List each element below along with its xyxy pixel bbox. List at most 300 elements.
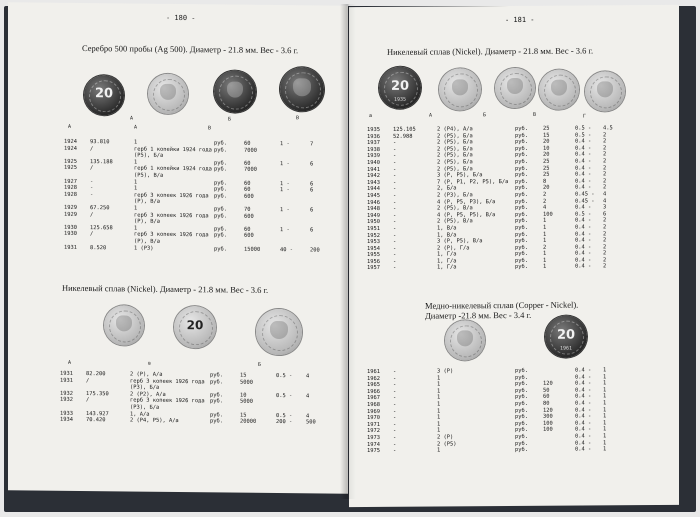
cell-y: 1938 — [367, 146, 380, 153]
cell-cat: руб. — [515, 394, 528, 401]
cell-var: (P5), В/а — [134, 172, 164, 179]
cell-p1: 1 — [543, 264, 547, 271]
cell-mint: / — [90, 211, 94, 218]
cell-var: 1 — [437, 408, 441, 415]
cell-cat: руб. — [214, 140, 227, 147]
cell-p3: 7 — [310, 141, 314, 148]
cell-p1: 1 — [543, 251, 547, 258]
cell-p2: 200 - — [276, 419, 293, 426]
cell-mint: - — [393, 258, 397, 265]
cell-p1: 60 — [244, 140, 251, 147]
cell-mint: / — [86, 397, 90, 404]
cell-var: 1 — [437, 381, 441, 388]
cell-cat: руб. — [515, 172, 528, 179]
silver-marker-v: В — [296, 115, 300, 122]
cell-var: 1 (Р3) — [134, 245, 154, 252]
cell-mint: - — [393, 172, 397, 180]
cell-var: герб 1 копейки 1924 года — [134, 146, 212, 153]
cell-mint: - — [393, 219, 397, 226]
cell-p3: 4 — [603, 197, 607, 204]
cell-mint: / — [86, 377, 90, 384]
cell-var: 1 — [437, 427, 441, 434]
cell-cat: руб. — [515, 387, 528, 394]
cell-mint: / — [90, 165, 94, 172]
cell-var: (P), В/а — [134, 198, 160, 206]
cell-p1: 2 — [543, 244, 547, 251]
cell-mint: - — [393, 395, 397, 402]
silver-price-table — [64, 139, 334, 254]
cell-p2: 0.4 - — [575, 230, 592, 238]
cell-cat: руб. — [515, 152, 528, 159]
cell-y: 1965 — [367, 382, 380, 389]
cell-mint: - — [393, 166, 397, 173]
cell-p1: 1 — [543, 224, 547, 231]
table-row — [367, 446, 652, 455]
cell-y: 1930 — [64, 224, 77, 231]
cell-var: 1 — [437, 394, 441, 401]
cell-p2: 0.4 - — [575, 145, 592, 152]
cupro-heading-2: Диаметр -21.8 мм. Вес - 3.4 г. — [425, 309, 532, 321]
cell-p1: 7000 — [244, 167, 257, 174]
cell-mint: - — [393, 441, 397, 448]
cell-p3: 1 — [603, 367, 607, 374]
cell-var: 1, Г/а — [437, 251, 457, 258]
cell-cat: руб. — [515, 231, 528, 238]
cell-mint: 82.200 — [86, 371, 106, 378]
nickel-marker-a: А — [68, 359, 72, 366]
cell-p1: 5000 — [240, 399, 253, 406]
cell-p3: 1 — [603, 439, 607, 446]
cell-y: 1967 — [367, 395, 380, 402]
coin-silver-obverse-c — [280, 67, 324, 111]
cell-var: 2 (P2), А/а — [130, 391, 166, 398]
cell-cat: руб. — [515, 211, 528, 218]
cell-p1: 20 — [543, 185, 550, 192]
cell-p2: 0.5 - — [575, 211, 592, 218]
cell-var: 2 (P), Г/а — [437, 244, 470, 252]
cell-mint: 67.250 — [90, 205, 110, 212]
cupro-price-table — [367, 367, 652, 455]
cell-cat: руб. — [515, 251, 528, 258]
cell-p2: 0.4 - — [575, 237, 592, 244]
coin-nickel-reverse-left: 20 — [174, 306, 216, 348]
table-row — [367, 264, 652, 273]
cell-y: 1925 — [64, 165, 77, 172]
cell-p3: 1 — [603, 433, 607, 440]
cell-cat: руб. — [214, 245, 227, 253]
cell-mint: - — [393, 265, 397, 272]
cell-mint: - — [393, 368, 397, 375]
cell-mint: - — [90, 185, 94, 192]
cell-p3: 4 — [306, 393, 310, 400]
cell-var: 2 (P5), В/а — [437, 205, 473, 212]
cell-var: 1, Г/а — [437, 264, 457, 272]
cell-p3: 2 — [603, 184, 607, 191]
cell-cat: руб. — [515, 145, 528, 152]
cell-p3: 2 — [603, 230, 607, 237]
cell-p3: 2 — [603, 250, 607, 257]
cell-y: 1929 — [64, 204, 77, 211]
cell-y: 1930 — [64, 231, 77, 238]
silver-marker-a: А — [130, 115, 134, 122]
cell-y: 1961 — [367, 368, 380, 376]
cell-mint: 135.188 — [90, 158, 113, 166]
cell-p2: 0.5 - — [276, 412, 293, 419]
cell-p2: 0.4 - — [575, 407, 592, 414]
cell-p3: 2 — [603, 145, 607, 152]
cell-cat: руб. — [515, 433, 528, 440]
silver-marker-b: Б — [228, 116, 232, 123]
cell-cat: руб. — [515, 367, 528, 374]
cell-y: 1929 — [64, 211, 77, 218]
cell-p2: 0.5 - — [276, 392, 293, 399]
cell-cat: руб. — [210, 418, 223, 425]
cell-var: 1 — [437, 401, 441, 408]
cell-mint: - — [393, 245, 397, 252]
cell-p1: 15 — [240, 412, 247, 419]
cell-p2: 0.4 - — [575, 426, 592, 433]
cell-mint: - — [393, 382, 397, 389]
cell-p1: 600 — [244, 233, 254, 240]
cell-p2: 0.4 - — [575, 178, 592, 185]
cell-var: 1 — [437, 421, 441, 428]
cell-p3: 1 — [603, 446, 607, 453]
book-spine-gutter — [340, 4, 356, 499]
cell-y: 1927 — [64, 178, 77, 185]
cell-p2: 0.4 - — [575, 380, 592, 387]
cell-p3: 200 — [310, 246, 320, 253]
right-marker-v: В — [533, 111, 537, 118]
cell-y: 1934 — [60, 416, 73, 424]
cell-y: 1941 — [367, 166, 380, 173]
cell-y: 1953 — [367, 239, 380, 246]
cell-var: 1 — [134, 205, 138, 212]
cell-p3: 4 — [306, 373, 310, 380]
cell-p2: 0.45 - — [575, 197, 595, 205]
cell-cat: руб. — [515, 191, 528, 198]
cell-p2: 0.4 - — [575, 224, 592, 231]
cell-var: 4 (Р, P5, P5), В/а — [437, 211, 496, 219]
cell-p3: 1 — [603, 373, 607, 380]
cell-p3: 2 — [603, 138, 607, 145]
cell-var: (P), В/а — [134, 238, 160, 245]
cell-p1: 80 — [543, 400, 550, 407]
cell-cat: руб. — [210, 398, 223, 405]
cell-p2: 0.4 - — [575, 393, 592, 400]
cell-mint: - — [393, 205, 397, 212]
nickel-marker-v: в — [148, 360, 152, 367]
cell-y: 1928 — [64, 184, 77, 192]
cell-y: 1937 — [367, 140, 380, 147]
cell-p3: 500 — [306, 419, 316, 426]
cell-p1: 20000 — [240, 418, 257, 425]
cell-var: (P5), Б/а — [134, 152, 164, 160]
cell-var: 7 (Р, Р1, Р2, Р5), Б/а — [437, 178, 509, 186]
cell-mint: - — [393, 153, 397, 160]
cell-y: 1933 — [60, 410, 73, 417]
cell-mint: - — [393, 252, 397, 259]
cell-cat: руб. — [515, 178, 528, 185]
cell-p2: 1 - — [280, 207, 290, 214]
coin-nickel-type-a — [439, 68, 481, 110]
cell-y: 1951 — [367, 225, 380, 232]
cell-p1: 1 — [543, 237, 547, 244]
cell-p2: 0.4 - — [575, 158, 592, 165]
cell-mint: - — [393, 375, 397, 382]
cell-p2: 0.4 - — [575, 367, 592, 374]
cell-mint: - — [393, 146, 397, 153]
cell-var: (P3), Б/а — [130, 384, 160, 391]
cell-p2: 0.4 - — [575, 184, 592, 191]
silver-col-mark-a2: А — [134, 124, 138, 131]
cell-var: 3 (Р, P5), Б/а — [437, 172, 483, 179]
cell-p1: 100 — [543, 211, 553, 218]
cell-y: 1950 — [367, 219, 380, 226]
cell-p1: 20 — [543, 152, 550, 159]
cell-p1: 2 — [543, 191, 547, 198]
cell-p3: 4.5 — [603, 125, 613, 132]
nickel-marker-b: Б — [258, 361, 262, 368]
cell-y: 1935 — [367, 126, 380, 134]
cell-p1: 1 — [543, 218, 547, 225]
cell-cat: руб. — [515, 198, 528, 205]
cell-p1: 70 — [244, 206, 251, 213]
cell-p1: 15000 — [244, 246, 261, 253]
cell-p2: 0.4 - — [575, 217, 592, 224]
cell-var: 2 (P3), Б/а — [437, 192, 473, 199]
cell-y: 1972 — [367, 428, 380, 435]
cell-p3: 6 — [603, 211, 607, 218]
cell-p3: 4 — [306, 412, 310, 419]
cell-var: 1, В/а — [437, 225, 457, 232]
cell-p1: 4 — [543, 204, 547, 211]
cell-var: 1 — [134, 139, 138, 146]
cell-mint: - — [393, 179, 397, 186]
nickel-heading-right: Никелевый сплав (Nickel). Диаметр - 21.8 мм. Вес - 3.6 г. — [387, 45, 594, 57]
cell-mint: - — [393, 199, 397, 206]
nickel-heading-left: Никелевый сплав (Nickel). Диаметр - 21.8 мм. Вес - 3.6 г. — [62, 282, 269, 295]
cell-p2: 0.4 - — [575, 433, 592, 440]
cell-mint: 93.810 — [90, 139, 110, 146]
cell-var: (P3), Б/а — [130, 404, 160, 411]
cell-mint: 52.988 — [393, 133, 413, 140]
cell-y: 1975 — [367, 448, 380, 455]
cell-cat: руб. — [515, 414, 528, 421]
cell-p1: 8 — [543, 178, 547, 185]
cell-var: 1 — [134, 159, 138, 166]
cell-mint: - — [393, 408, 397, 415]
cell-y: 1943 — [367, 179, 380, 186]
coin-nickel-type-b — [495, 68, 535, 108]
cell-y: 1971 — [367, 421, 380, 428]
cell-p2: 0.4 - — [575, 413, 592, 420]
cell-y: 1968 — [367, 401, 380, 408]
cell-p1: 60 — [244, 160, 251, 167]
cell-p1: 10 — [240, 392, 247, 399]
cell-y: 1924 — [64, 138, 77, 145]
cell-cat: руб. — [515, 427, 528, 434]
cell-p2: 0.5 - — [276, 373, 293, 380]
cell-cat: руб. — [515, 125, 528, 132]
cell-y: 1924 — [64, 145, 77, 152]
cell-cat: руб. — [214, 226, 227, 233]
cell-p3: 6 — [310, 180, 314, 187]
cell-y: 1928 — [64, 191, 77, 198]
cell-p3: 1 — [603, 413, 607, 420]
coin-nickel-type-v — [539, 70, 579, 110]
cell-var: 1, А/а — [130, 411, 150, 418]
cell-var: герб 3 копеек 1926 года — [134, 192, 209, 200]
table-row — [64, 244, 334, 253]
cell-p1: 120 — [543, 407, 553, 414]
cell-var: 2, Б/а — [437, 185, 457, 192]
cell-var: 1, Г/а — [437, 258, 457, 265]
cell-var: герб 3 копеек 1926 года — [134, 231, 209, 239]
cell-p1: 25 — [543, 158, 550, 165]
cell-p3: 1 — [603, 393, 607, 400]
cell-p2: 0.4 - — [575, 244, 592, 251]
cell-cat: руб. — [214, 179, 227, 187]
cell-var: герб 3 копеек 1926 года — [134, 212, 209, 219]
cell-p1: 60 — [244, 180, 251, 187]
cell-y: 1966 — [367, 388, 380, 395]
cell-mint: - — [393, 212, 397, 219]
right-marker-a-small: а — [369, 112, 373, 120]
cell-p3: 1 — [603, 380, 607, 387]
cell-p1: 7000 — [244, 147, 257, 154]
cell-p1: 15 — [240, 372, 247, 379]
right-marker-b: Б — [483, 112, 487, 119]
cell-y: 1969 — [367, 408, 380, 415]
cell-var: 3 (Р) — [437, 368, 454, 375]
cupro-heading-1: Медно-никелевый сплав (Copper - Nickel). — [425, 299, 579, 311]
cell-var: 2 (Р5) — [437, 440, 457, 448]
cell-mint: 125.105 — [393, 126, 416, 133]
cell-mint: - — [393, 140, 397, 147]
cell-y: 1945 — [367, 192, 380, 199]
cell-y: 1952 — [367, 232, 380, 239]
cell-p2: 1 - — [280, 180, 290, 187]
cell-p2: 0.4 - — [575, 446, 592, 453]
page-number-left: - 180 - — [166, 13, 196, 23]
cell-cat: руб. — [515, 205, 528, 212]
cell-p1: 60 — [244, 186, 251, 193]
coin-nickel-obverse-left-b — [256, 309, 302, 355]
cell-var: 2 (P5), Б/а — [437, 146, 473, 153]
cell-mint: - — [393, 192, 397, 199]
cell-p2: 0.4 - — [575, 171, 592, 178]
cell-p3: 2 — [603, 151, 607, 158]
cell-p2: 0.4 - — [575, 439, 592, 447]
cell-y: 1957 — [367, 265, 380, 272]
cell-p2: 0.4 - — [575, 420, 592, 427]
cell-cat: руб. — [515, 244, 528, 251]
cell-cat: руб. — [515, 447, 528, 454]
cell-p3: 6 — [310, 227, 314, 234]
cell-cat: руб. — [214, 232, 227, 239]
cell-cat: руб. — [515, 132, 528, 139]
silver-heading: Серебро 500 пробы (Ag 500). Диаметр - 21.8 мм. Вес - 3.6 г. — [82, 42, 299, 56]
cell-p1: 100 — [543, 420, 553, 427]
cell-p2: 0.4 - — [575, 263, 592, 271]
cell-y: 1949 — [367, 212, 380, 219]
cell-p3: 2 — [603, 237, 607, 244]
right-marker-g: Г — [583, 113, 587, 120]
cell-cat: руб. — [515, 165, 528, 172]
cell-p2: 0.4 - — [575, 204, 592, 211]
left-page — [8, 2, 348, 494]
cell-p1: 50 — [543, 387, 550, 394]
page-number-right: - 181 - — [505, 15, 535, 25]
cell-mint: - — [393, 225, 397, 232]
silver-col-mark-v: В — [208, 125, 212, 132]
cell-mint: 70.420 — [86, 417, 106, 424]
cell-mint: - — [90, 191, 94, 198]
cell-p1: 25 — [543, 125, 550, 132]
coin-cupro-reverse: 20 1961 — [545, 315, 587, 357]
cell-mint: - — [393, 434, 397, 441]
cell-p2: 0.4 - — [575, 374, 592, 381]
cell-var: 1, В/а — [437, 231, 457, 239]
cell-y: 1932 — [60, 397, 73, 404]
cell-var: 1 — [437, 388, 441, 395]
cell-var: 2 (Р), А/а — [130, 371, 163, 378]
cell-y: 1954 — [367, 245, 380, 252]
cell-mint: / — [90, 145, 94, 152]
cell-y: 1946 — [367, 199, 380, 206]
cell-cat: руб. — [214, 146, 227, 154]
cell-mint: - — [393, 159, 397, 166]
coin-silver-obverse-b — [214, 70, 256, 112]
cell-y: 1948 — [367, 206, 380, 213]
cell-mint: 125.658 — [90, 224, 113, 232]
cell-p2: 0.4 - — [575, 250, 592, 257]
cell-cat: руб. — [515, 381, 528, 388]
cell-var: 2 (P5), Б/а — [437, 139, 473, 146]
cell-y: 1973 — [367, 434, 380, 441]
cell-cat: руб. — [515, 185, 528, 192]
cell-y: 1970 — [367, 415, 380, 422]
cell-p2: 0.4 - — [575, 165, 592, 172]
cell-p3: 2 — [603, 244, 607, 251]
cell-cat: руб. — [214, 166, 227, 173]
cell-p1: 600 — [244, 213, 254, 220]
cell-mint: 175.350 — [86, 390, 109, 398]
cell-y: 1931 — [60, 370, 73, 377]
coin-silver-reverse: 20 — [84, 75, 124, 115]
cell-var: 3 (Р, P5), В/а — [437, 238, 483, 245]
cell-cat: руб. — [214, 186, 227, 193]
cell-cat: руб. — [210, 378, 223, 386]
cell-var: 1 — [437, 447, 441, 454]
cell-p1: 1 — [543, 231, 547, 238]
cell-cat: руб. — [214, 206, 227, 213]
cell-y: 1955 — [367, 252, 380, 259]
cell-p3: 3 — [603, 204, 607, 211]
silver-col-mark-a1: А — [68, 123, 72, 130]
coin-cupro-obverse — [445, 320, 485, 360]
cell-cat: руб. — [214, 193, 227, 200]
cell-p2: 1 - — [280, 187, 290, 194]
cell-p3: 6 — [310, 161, 314, 168]
cell-p1: 300 — [543, 413, 553, 420]
cell-cat: руб. — [515, 400, 528, 407]
cell-y: 1931 — [64, 244, 77, 251]
cell-var: 1 — [134, 185, 138, 192]
cell-var: 2 (P4), А/а — [437, 126, 473, 133]
right-marker-a: А — [429, 112, 433, 119]
cell-p3: 6 — [310, 207, 314, 214]
